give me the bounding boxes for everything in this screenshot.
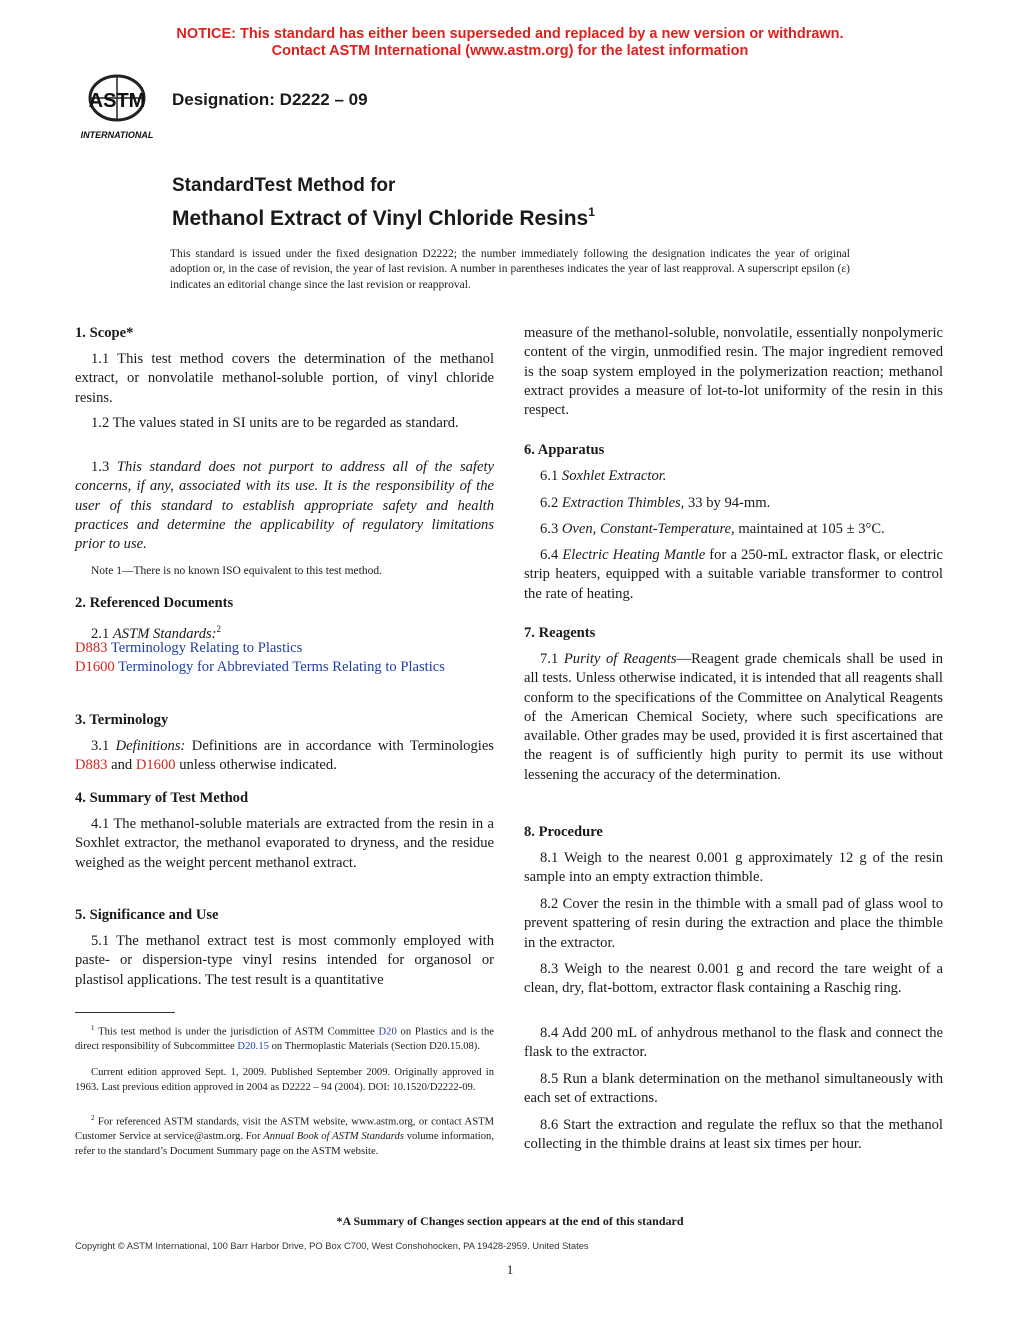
document-title (172, 174, 595, 233)
footnote-2-text-a: For referenced ASTM standards, visit the ASTM website, www.astm.org, or contact ASTM Customer Service at service@astm.org. For (75, 1116, 494, 1143)
reference-d1600-code[interactable]: D1600 (75, 659, 115, 675)
section-8-6: 8.6 Start the extraction and regulate the reflux so that the methanol collecting in the thimble drains at least six times per hour. (524, 1117, 943, 1153)
section-6-4-text: for a 250-mL extractor flask, or electric strip heaters, equipped with a suitable variable transformer to control the rate of heating. (524, 547, 943, 602)
section-5-1-continued: measure of the methanol-soluble, nonvolatile, essentially nonpolymeric content of the virgin, unmodified resin. The major ingredient removed is the soap system employed in the polymerization reaction; methanol extract provides a measure of lot-to-lot uniformity of the resin in this respect. (524, 325, 943, 419)
section-7-1-label: Purity of Reagents (563, 651, 677, 667)
reference-d1600-title[interactable]: Terminology for Abbreviated Terms Relating to Plastics (114, 659, 445, 675)
reference-d1600[interactable] (75, 658, 494, 677)
section-6-3-text: maintained at 105 ± 3°C. (734, 521, 885, 537)
summary-of-changes-notice: *A Summary of Changes section appears at the end of this standard (336, 1214, 684, 1228)
section-6-3-num: 6.3 (540, 521, 562, 537)
copyright: Copyright © ASTM International, 100 Barr Harbor Drive, PO Box C700, West Conshohocken, PA 19428-2959. United States (75, 1240, 589, 1251)
title-line-2-text: Methanol Extract of Vinyl Chloride Resins (172, 207, 589, 230)
section-6-2-label: Extraction Thimbles, (561, 495, 685, 511)
section-3-1-and: and (107, 757, 136, 774)
section-1-1: 1.1 This test method covers the determination of the methanol extract, or nonvolatile methanol-soluble portion, of vinyl chloride resins. (75, 351, 494, 406)
section-7-1-num: 7.1 (540, 651, 564, 667)
logo-text: ASTM (88, 90, 146, 112)
section-6-heading: 6. Apparatus (524, 442, 605, 458)
astm-logo (72, 70, 162, 142)
note-1: Note 1—There is no known ISO equivalent to this test method. (91, 565, 382, 577)
reference-d883[interactable] (75, 639, 494, 658)
notice-line-1: NOTICE: This standard has either been superseded and replaced by a new version or withdrawn. (176, 26, 844, 42)
section-3-1-num: 3.1 (91, 738, 116, 754)
section-4-heading: 4. Summary of Test Method (75, 790, 249, 806)
section-1-3-num: 1.3 (91, 459, 117, 475)
section-8-1: 8.1 Weigh to the nearest 0.001 g approximately 12 g of the resin sample into an empty extraction thimble. (524, 850, 943, 886)
section-8-4: 8.4 Add 200 mL of anhydrous methanol to the flask and connect the flask to the extractor. (524, 1025, 943, 1061)
section-6-1 (524, 467, 943, 486)
section-7-1-text: —Reagent grade chemicals shall be used in all tests. Unless otherwise indicated, it is intended that all reagents shall conform to the specifications of the Committee on Analytical Reagents of the American Chemical Society, where such specifications are available. Other grades may be used, provided it is first ascertained that the reagent is of sufficiently high purity to permit its use without lessening the accuracy of the determination. (524, 651, 943, 783)
section-1-heading: 1. Scope* (75, 325, 134, 341)
section-8-2: 8.2 Cover the resin in the thimble with a small pad of glass wool to prevent spattering of resin during the extraction and place the thimble in the extractor. (524, 896, 943, 951)
section-2-1-num: 2.1 (91, 625, 113, 642)
section-6-3-label: Oven, Constant-Temperature, (561, 521, 735, 537)
title-line-2 (172, 198, 595, 233)
section-6-2-text: 33 by 94-mm. (684, 495, 771, 511)
footnote-1-link-d2015[interactable]: D20.15 (237, 1041, 269, 1053)
section-6-4-num: 6.4 (540, 547, 563, 563)
footnote-1-text-b: on Plastics and is the direct responsibility of Subcommittee (75, 1026, 494, 1053)
footnote-2-text-b: volume information, refer to the standard’s Document Summary page on the ASTM website. (75, 1131, 494, 1157)
section-6-1-num: 6.1 (540, 468, 562, 484)
designation: Designation: D2222 – 09 (172, 90, 368, 109)
section-5-heading: 5. Significance and Use (75, 907, 219, 923)
section-6-2-num: 6.2 (540, 495, 562, 511)
section-6-4 (524, 546, 943, 604)
section-2-heading: 2. Referenced Documents (75, 595, 234, 611)
section-8-5: 8.5 Run a blank determination on the methanol simultaneously with each set of extractions. (524, 1071, 943, 1107)
notice-line-2: Contact ASTM International (www.astm.org) for the latest information (271, 43, 749, 59)
section-2-1-sup: 2 (216, 624, 222, 634)
section-2-1-label: ASTM Standards: (112, 625, 217, 642)
footnote-1-text-a: This test method is under the jurisdiction of ASTM Committee (94, 1026, 379, 1038)
footnote-1-text-c: on Thermoplastic Materials (Section D20.15.08). (268, 1041, 480, 1053)
section-1-2: 1.2 The values stated in SI units are to be regarded as standard. (91, 415, 459, 431)
section-6-3 (524, 520, 943, 539)
notice-banner (0, 26, 1020, 60)
section-3-1-label: Definitions: (115, 738, 186, 754)
footnote-1-edition: Current edition approved Sept. 1, 2009. Published September 2009. Originally approved in 1963. Last previous edition approved in 2004 as D2222 – 94 (2004). DOI: 10.1520/D2222-09. (75, 1067, 494, 1093)
section-7-heading: 7. Reagents (524, 625, 596, 641)
section-3-heading: 3. Terminology (75, 712, 169, 728)
footnote-divider (75, 1012, 175, 1013)
footnote-1-link-d20[interactable]: D20 (378, 1026, 397, 1038)
logo-subtext: INTERNATIONAL (80, 130, 154, 140)
section-7-1 (524, 650, 943, 785)
section-3-1-ref2[interactable]: D1600 (135, 757, 176, 774)
page-number: 1 (506, 1262, 514, 1277)
footnote-2-italic: Annual Book of ASTM Standards (263, 1131, 404, 1143)
section-6-2 (524, 494, 943, 513)
section-8-heading: 8. Procedure (524, 824, 603, 840)
section-1-3-text: This standard does not purport to address all of the safety concerns, if any, associated with its use. It is the responsibility of the user of this standard to establish appropriate safety and health practices and determine the applicability of regulatory limitations prior to use. (75, 459, 494, 553)
section-1-3 (75, 458, 494, 554)
issued-statement: This standard is issued under the fixed designation D2222; the number immediately following the designation indicates the year of original adoption or, in the case of revision, the year of last revision. A number in parentheses indicates the year of last reapproval. A superscript epsilon (ε) indicates an editorial change since the last revision or reapproval. (170, 248, 850, 291)
astm-logo-icon (72, 70, 162, 142)
section-3-1-text1: Definitions are in accordance with Terminologies (185, 738, 494, 754)
section-3-1-ref1[interactable]: D883 (75, 757, 108, 774)
section-6-4-label: Electric Heating Mantle (562, 547, 706, 563)
section-3-1 (75, 737, 494, 776)
title-footnote-mark: 1 (588, 205, 595, 219)
reference-d883-code[interactable]: D883 (75, 640, 108, 656)
section-8-3: 8.3 Weigh to the nearest 0.001 g and record the tare weight of a clean, dry, flat-bottom, extractor flask containing a Raschig ring. (524, 961, 943, 997)
footnote-2-mark: 2 (91, 1114, 95, 1122)
footnote-2 (75, 1111, 494, 1160)
section-6-1-label: Soxhlet Extractor. (561, 468, 667, 484)
reference-d883-title[interactable]: Terminology Relating to Plastics (107, 640, 303, 656)
footnote-1-mark: 1 (91, 1024, 95, 1032)
title-line-1: StandardTest Method for (172, 175, 396, 196)
section-3-1-text2: unless otherwise indicated. (175, 757, 337, 774)
footnote-1 (75, 1021, 494, 1055)
section-4-1: 4.1 The methanol-soluble materials are extracted from the resin in a Soxhlet extractor, the methanol evaporated to dryness, and the residue weighed as the weight percent methanol extract. (75, 816, 494, 871)
section-5-1: 5.1 The methanol extract test is most commonly employed with paste- or dispersion-type vinyl resins intended for organosol or plastisol applications. The test result is a quantitative (75, 933, 494, 988)
